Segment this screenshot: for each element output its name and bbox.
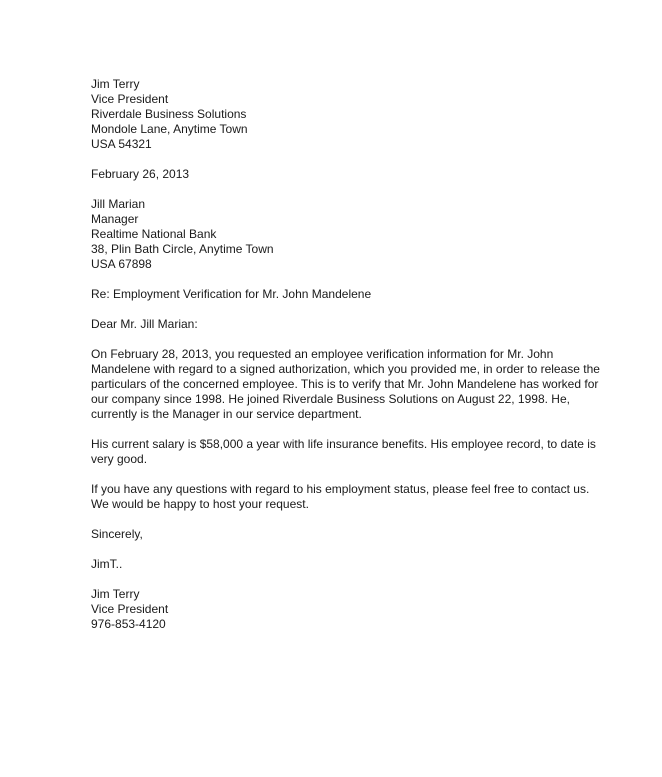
sender-company: Riverdale Business Solutions	[91, 107, 247, 121]
closing: Sincerely,	[91, 527, 143, 541]
signature: JimT..	[91, 557, 123, 571]
sender-title: Vice President	[91, 92, 169, 106]
signoff-block	[91, 587, 561, 632]
signoff-phone: 976-853-4120	[91, 617, 166, 631]
body-paragraph-1	[91, 347, 600, 422]
recipient-company: Realtime National Bank	[91, 227, 217, 241]
letter-page	[91, 77, 600, 632]
letter-date: February 26, 2013	[91, 167, 190, 181]
body-line: His current salary is $58,000 a year with life insurance benefits. His employee record, to date is	[91, 437, 596, 451]
signoff-title: Vice President	[91, 602, 169, 616]
sender-name: Jim Terry	[91, 77, 140, 91]
body-line: very good.	[91, 452, 148, 466]
body-paragraph-2	[91, 437, 596, 467]
body-line: If you have any questions with regard to his employment status, please feel free to contact us.	[91, 482, 590, 496]
salutation: Dear Mr. Jill Marian:	[91, 317, 198, 331]
recipient-name: Jill Marian	[91, 197, 146, 211]
recipient-block	[91, 197, 561, 272]
body-paragraph-3	[91, 482, 590, 512]
recipient-street: 38, Plin Bath Circle, Anytime Town	[91, 242, 274, 256]
body-line: On February 28, 2013, you requested an employee verification information for Mr. John	[91, 347, 554, 361]
recipient-title: Manager	[91, 212, 139, 226]
body-line: currently is the Manager in our service department.	[91, 407, 362, 421]
body-line: our company since 1998. He joined Riverdale Business Solutions on August 22, 1998. He,	[91, 392, 570, 406]
subject-line: Re: Employment Verification for Mr. John Mandelene	[91, 287, 372, 301]
body-line: We would be happy to host your request.	[91, 497, 309, 511]
sender-street: Mondole Lane, Anytime Town	[91, 122, 248, 136]
body-line: particulars of the concerned employee. This is to verify that Mr. John Mandelene has worked for	[91, 377, 599, 391]
sender-country-zip: USA 54321	[91, 137, 152, 151]
recipient-country-zip: USA 67898	[91, 257, 152, 271]
body-line: Mandelene with regard to a signed authorization, which you provided me, in order to release the	[91, 362, 600, 376]
signoff-name: Jim Terry	[91, 587, 140, 601]
sender-block	[91, 77, 561, 152]
